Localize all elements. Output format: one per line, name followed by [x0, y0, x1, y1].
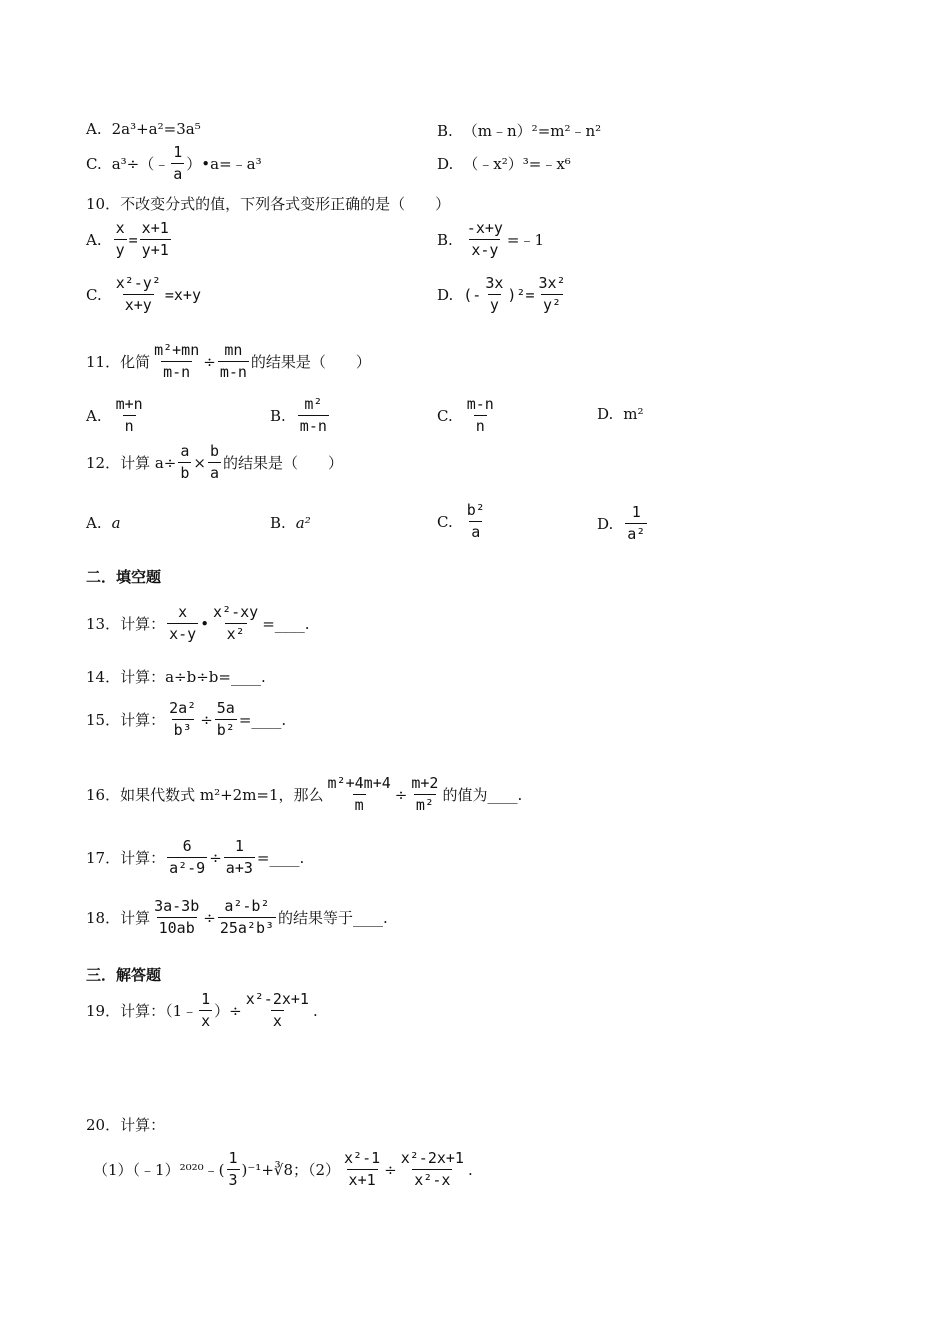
q10-option-c: [86, 275, 201, 314]
numerator: x²-2x+1: [245, 990, 309, 1008]
fraction: [224, 838, 255, 877]
numerator: 3x: [485, 274, 504, 292]
denominator: a+3: [225, 859, 253, 877]
stem-post: =____.: [262, 614, 310, 633]
numerator: a: [180, 442, 190, 460]
denominator: 3: [228, 1171, 238, 1189]
numerator: mn: [224, 341, 243, 359]
q15: [86, 700, 286, 739]
fraction: [199, 991, 212, 1030]
numerator: x: [178, 603, 188, 621]
denominator: a: [209, 464, 220, 482]
fraction: [465, 220, 505, 259]
q12-option-a: [86, 514, 121, 532]
operator: ÷: [384, 1160, 397, 1179]
q14: 14．计算：a÷b÷b=____.: [86, 668, 266, 686]
option-text-post: =﹣1: [506, 231, 545, 249]
numerator: 3a-3b: [154, 897, 200, 915]
stem-mid: ）÷: [214, 1002, 242, 1020]
numerator: x+1: [141, 219, 169, 237]
option-label: C.: [86, 154, 102, 173]
fraction: [244, 991, 311, 1030]
q20-stem: 20．计算：: [86, 1116, 166, 1134]
denominator: y: [115, 241, 125, 259]
q10-option-a: [86, 220, 173, 259]
fraction: [114, 275, 163, 314]
numerator: 1: [234, 837, 244, 855]
option-text-mid: )²=: [507, 285, 535, 304]
q9-option-a: [86, 120, 201, 138]
denominator: x-y: [471, 241, 499, 259]
fraction: [114, 220, 127, 259]
stem-post: 的值为____.: [442, 786, 523, 804]
numerator: a²-b²: [224, 897, 270, 915]
stem-post: .: [312, 1001, 318, 1020]
denominator: x+y: [124, 296, 152, 314]
numerator: m²+mn: [154, 341, 200, 359]
q11-option-c: [437, 396, 498, 435]
operator: ÷: [209, 848, 222, 867]
denominator: a²: [627, 525, 646, 543]
option-label: C.: [437, 512, 453, 531]
fraction: [298, 396, 329, 435]
fraction: [208, 443, 221, 482]
denominator: x+1: [348, 1171, 376, 1189]
stem-pre: 18．计算: [86, 909, 151, 927]
q19: [86, 991, 318, 1030]
numerator: b²: [466, 501, 485, 519]
stem-pre: 16．如果代数式 m²+2m=1，那么: [86, 786, 324, 804]
option-text: （m﹣n）²=m²﹣n²: [462, 122, 602, 140]
stem-pre: 15．计算：: [86, 711, 166, 729]
numerator: -x+y: [466, 219, 503, 237]
denominator: m-n: [219, 363, 247, 381]
denominator: x-y: [169, 625, 197, 643]
option-text-post: =x+y: [164, 285, 201, 304]
q20-parts: [93, 1150, 473, 1189]
q12-option-b: [270, 514, 311, 532]
option-label: D.: [437, 285, 454, 304]
stem-post: 的结果是（ ）: [223, 454, 344, 472]
numerator: m+2: [411, 774, 439, 792]
denominator: m²: [415, 796, 434, 814]
section-heading-fill-in: 二．填空题: [86, 568, 162, 586]
fraction: [171, 144, 184, 183]
stem-post: =____.: [238, 710, 287, 729]
operator: ÷: [200, 710, 213, 729]
denominator: y+1: [141, 241, 169, 259]
denominator: x²: [226, 625, 245, 643]
fraction: [167, 604, 198, 643]
numerator: x: [115, 219, 125, 237]
numerator: 3x²: [538, 274, 566, 292]
fraction: [167, 700, 198, 739]
option-label: D.: [597, 514, 614, 533]
fraction: [326, 775, 393, 814]
option-label: C.: [86, 285, 102, 304]
part2-post: .: [467, 1160, 473, 1179]
operator: ÷: [203, 908, 216, 927]
fraction: [152, 342, 201, 381]
numerator: x²-y²: [115, 274, 161, 292]
q18: [86, 898, 388, 937]
option-label: B.: [437, 121, 453, 140]
q9-option-b: [437, 120, 601, 141]
option-label: A.: [86, 230, 102, 249]
q10-stem: 10．不改变分式的值，下列各式变形正确的是（ ）: [86, 195, 451, 213]
numerator: x²-xy: [213, 603, 259, 621]
numerator: 1: [631, 503, 641, 521]
q11-option-a: [86, 396, 147, 435]
option-label: D.: [437, 154, 454, 173]
denominator: x: [272, 1012, 282, 1030]
numerator: m²+4m+4: [327, 774, 391, 792]
fraction: [483, 275, 505, 314]
option-label: C.: [437, 406, 453, 425]
fraction: [152, 898, 201, 937]
fraction: [215, 700, 237, 739]
denominator: a: [471, 523, 481, 541]
numerator: x²-2x+1: [400, 1149, 464, 1167]
numerator: 5a: [216, 699, 235, 717]
part1-post: )⁻¹+∛8；（2）: [241, 1161, 341, 1179]
q17: [86, 838, 304, 877]
stem-pre: 11．化简: [86, 353, 151, 371]
denominator: y²: [543, 296, 562, 314]
q9-option-c: [86, 144, 262, 183]
fraction: [536, 275, 567, 314]
stem-post: =____.: [256, 848, 305, 867]
stem-pre: 12．计算 a÷: [86, 454, 177, 472]
numerator: m²: [304, 395, 323, 413]
q12-option-c: [437, 502, 489, 541]
operator: ×: [193, 453, 206, 472]
denominator: y: [489, 296, 499, 314]
option-label: A.: [86, 406, 102, 425]
numerator: 1: [228, 1149, 238, 1167]
q13: [86, 604, 310, 643]
fraction: [227, 1150, 240, 1189]
option-label: A.: [86, 120, 102, 138]
numerator: x²-1: [344, 1149, 381, 1167]
denominator: b: [180, 464, 190, 482]
q10-option-b: [437, 220, 544, 259]
denominator: x: [201, 1012, 211, 1030]
denominator: n: [124, 417, 134, 435]
stem-pre: 19．计算：（1﹣: [86, 1002, 198, 1020]
option-label: B.: [437, 230, 453, 249]
numerator: 2a²: [169, 699, 197, 717]
option-text-post: ）•a=﹣a³: [186, 155, 262, 173]
q16: [86, 775, 522, 814]
denominator: x²-x: [414, 1171, 451, 1189]
numerator: 1: [173, 143, 183, 161]
denominator: m-n: [299, 417, 327, 435]
numerator: m-n: [466, 395, 494, 413]
q11-option-d: [597, 405, 644, 423]
option-text: （﹣x²）³=﹣x⁶: [463, 155, 571, 173]
fraction: [625, 504, 647, 543]
fraction: [409, 775, 440, 814]
option-text: a: [111, 514, 121, 532]
q11-option-b: [270, 396, 331, 435]
q10-option-d: [437, 275, 570, 314]
part1-pre: （1）（﹣1）²⁰²⁰﹣(: [93, 1161, 225, 1179]
fraction: [465, 396, 496, 435]
operator: ÷: [203, 352, 216, 371]
numerator: 6: [182, 837, 192, 855]
option-label: D.: [597, 405, 614, 423]
section-heading-answer: 三．解答题: [86, 966, 162, 984]
denominator: 25a²b³: [219, 919, 275, 937]
operator: •: [200, 614, 210, 633]
stem-post: 的结果等于____.: [278, 909, 388, 927]
denominator: a²-9: [169, 859, 206, 877]
numerator: m+n: [115, 395, 143, 413]
operator: ÷: [394, 785, 408, 804]
denominator: m-n: [163, 363, 191, 381]
q12-stem: [86, 443, 343, 482]
fraction: [114, 396, 145, 435]
q9-option-d: [437, 153, 571, 174]
stem-pre: 17．计算：: [86, 849, 166, 867]
option-text: a²: [295, 514, 311, 532]
fraction: [218, 898, 276, 937]
fraction: [211, 604, 260, 643]
fraction: [218, 342, 249, 381]
equals: =: [128, 230, 138, 249]
numerator: 1: [201, 990, 211, 1008]
fraction: [178, 443, 191, 482]
option-label: A.: [86, 514, 102, 532]
fraction: [140, 220, 171, 259]
stem-pre: 13．计算：: [86, 615, 166, 633]
option-text-pre: a³÷（﹣: [111, 155, 170, 173]
stem-post: 的结果是（ ）: [250, 353, 371, 371]
fraction: [342, 1150, 382, 1189]
fraction: [399, 1150, 466, 1189]
denominator: a: [173, 165, 183, 183]
denominator: b²: [216, 721, 235, 739]
q12-option-d: [597, 504, 649, 543]
fraction: [465, 502, 487, 541]
denominator: b³: [173, 721, 192, 739]
denominator: n: [475, 417, 485, 435]
denominator: m: [354, 796, 364, 814]
option-label: B.: [270, 514, 286, 532]
fraction: [167, 838, 207, 877]
option-text-pre: (-: [463, 285, 482, 304]
numerator: b: [209, 442, 220, 460]
option-label: B.: [270, 406, 286, 425]
q11-stem: [86, 342, 371, 381]
option-text: 2a³+a²=3a⁵: [111, 120, 201, 138]
option-text: m²: [623, 405, 644, 423]
denominator: 10ab: [158, 919, 195, 937]
